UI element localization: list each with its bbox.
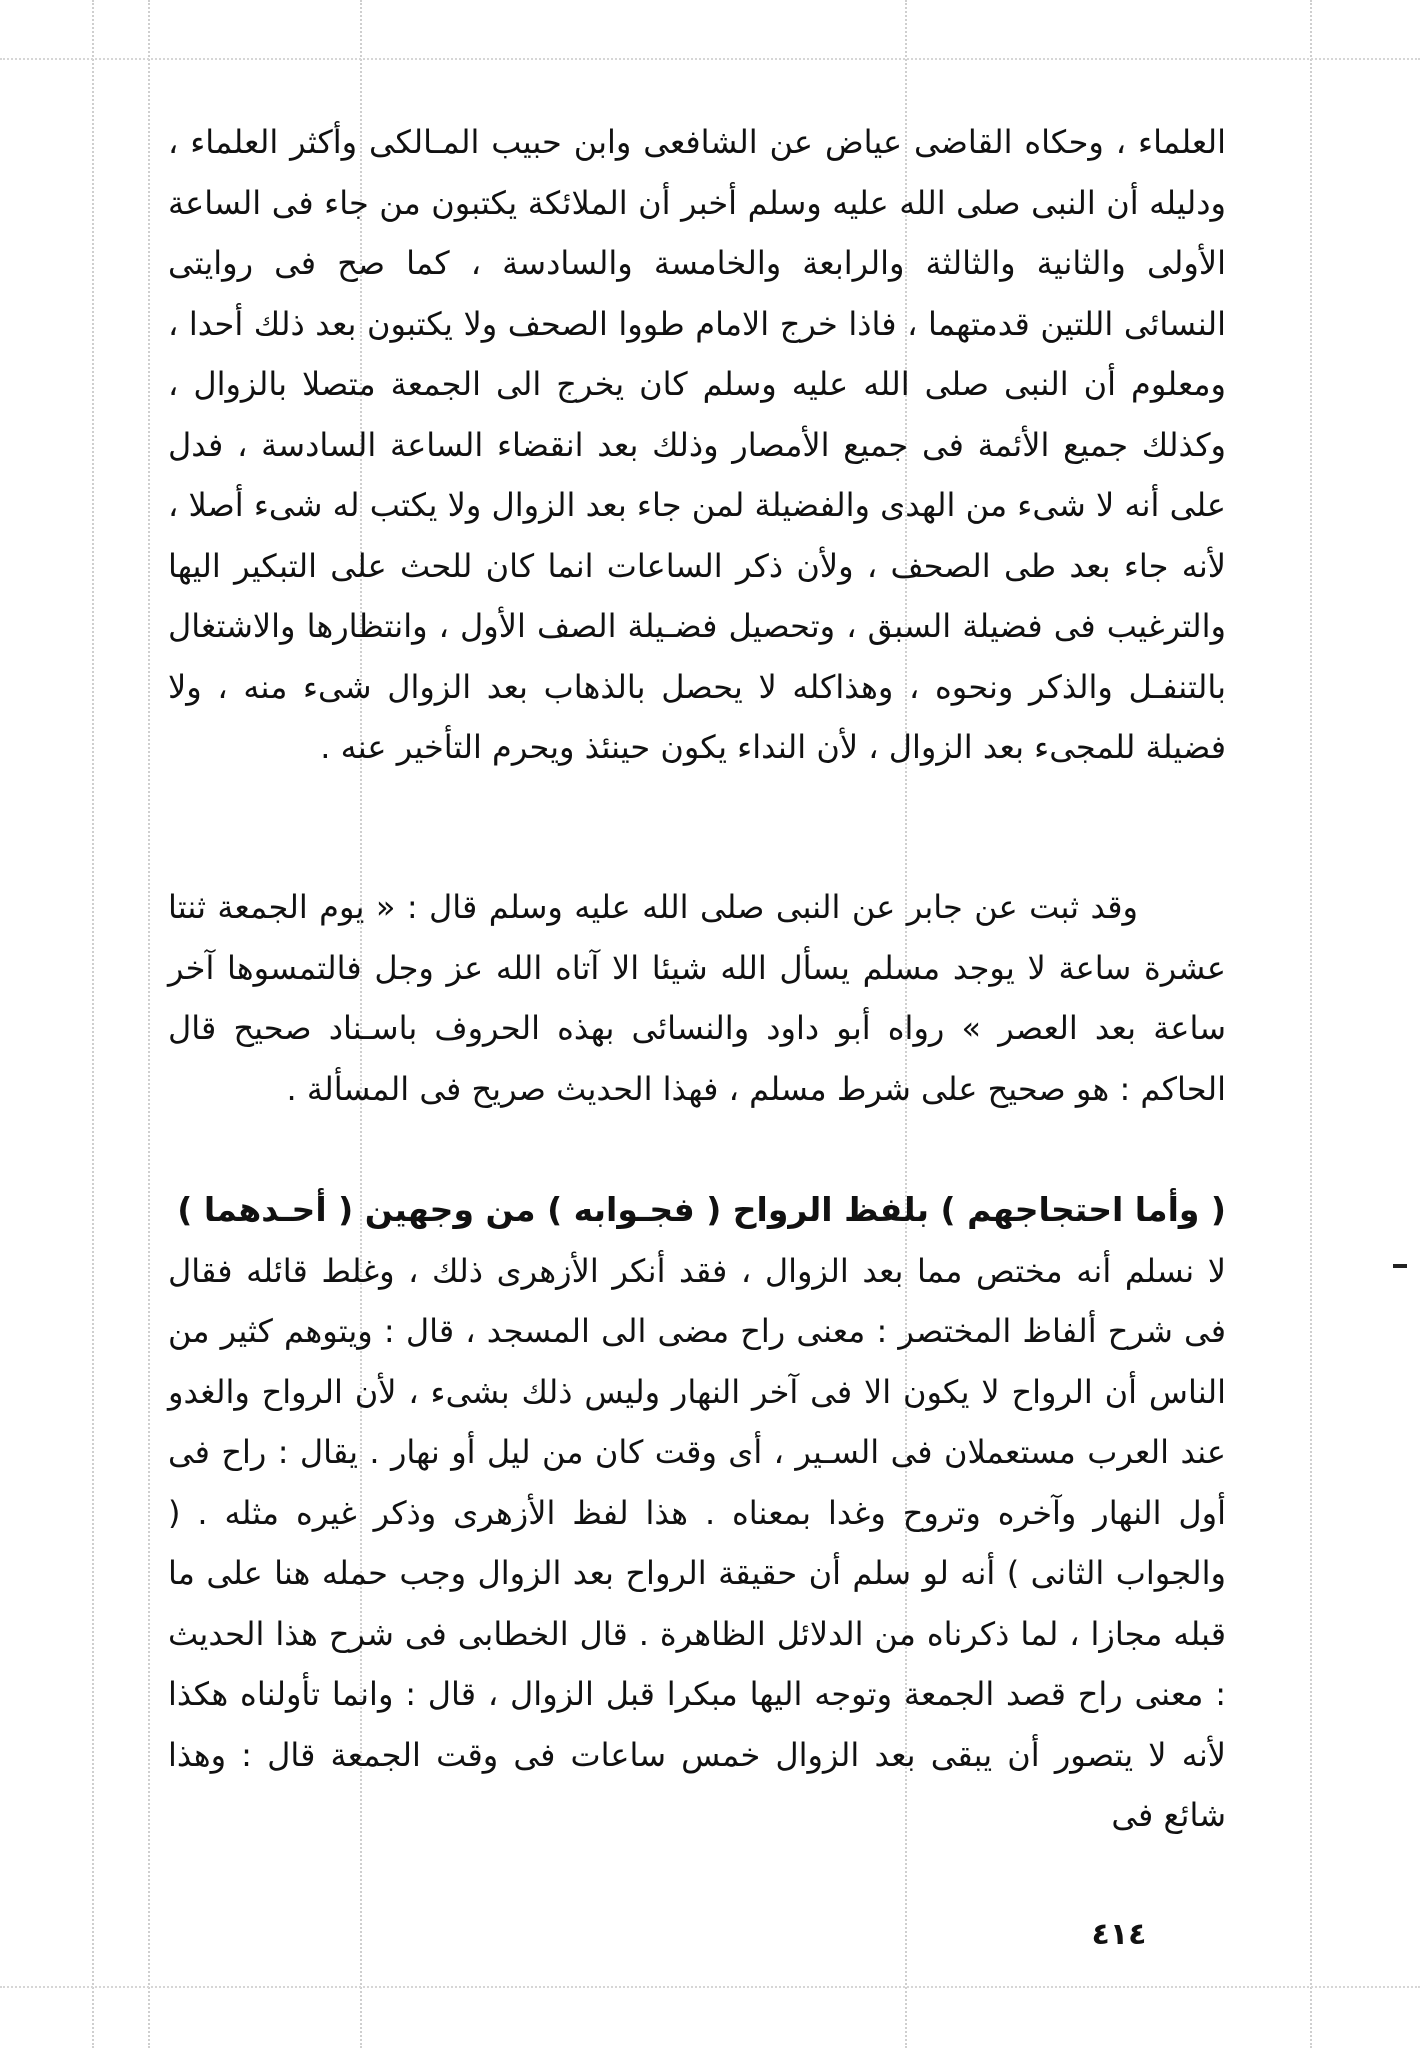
hadith-paragraph	[168, 877, 1226, 1119]
scan-guide-line	[1310, 0, 1312, 2048]
scan-guide-line	[148, 0, 150, 2048]
scan-guide-line	[0, 1986, 1420, 1988]
page-number: ٤١٤	[1091, 1917, 1147, 1952]
scan-guide-line	[92, 0, 94, 2048]
section-body: لا نسلم أنه مختص مما بعد الزوال ، فقد أنكر الأزهرى ذلك ، وغلط قائله فقال فى شرح ألفاظ المختصر : معنى راح مضى الى المسجد ، قال : ويتوهم كثير من الناس أن الرواح لا يكون الا فى آخر النهار وليس ذلك بشىء ، لأن الرواح والغدو عند العرب مستعملان فى السـير ، أى وقت كان من ليل أو نهار . يقال : راح فى أول النهار وآخره وتروح وغدا بمعناه . هذا لفظ الأزهرى وذكر غيره مثله . ( والجواب الثانى ) أنه لو سلم أن حقيقة الرواح بعد الزوال وجب حمله هنا على ما قبله مجازا ، لما ذكرناه من الدلائل الظاهرة . قال الخطابى فى شرح هذا الحديث : معنى راح قصد الجمعة وتوجه اليها مبكرا قبل الزوال ، قال : وانما تأولناه هكذا لأنه لا يتصور أن يبقى بعد الزوال خمس ساعات فى وقت الجمعة قال : وهذا شائع فى	[168, 1251, 1226, 1834]
scan-guide-line	[0, 58, 1420, 60]
body-paragraph	[168, 112, 1226, 778]
margin-mark	[1393, 1264, 1407, 1268]
section-block	[168, 1180, 1226, 1846]
paragraph-text: وقد ثبت عن جابر عن النبى صلى الله عليه وسلم قال : « يوم الجمعة ثنتا عشرة ساعة لا يوجد مسلم يسأل الله شيئا الا آتاه الله عز وجل فالتمسوها آخر ساعة بعد العصر » رواه أبو داود والنسائى بهذه الحروف باسـناد صحيح قال الحاكم : هو صحيح على شرط مسلم ، فهذا الحديث صريح فى المسألة .	[168, 888, 1226, 1108]
paragraph-text: العلماء ، وحكاه القاضى عياض عن الشافعى وابن حبيب المـالكى وأكثر العلماء ، ودليله أن النبى صلى الله عليه وسلم أخبر أن الملائكة يكتبون من جاء فى الساعة الأولى والثانية والثالثة والرابعة والخامسة والسادسة ، كما صح فى روايتى النسائى اللتين قدمتهما ، فاذا خرج الامام طووا الصحف ولا يكتبون بعد ذلك أحدا ، ومعلوم أن النبى صلى الله عليه وسلم كان يخرج الى الجمعة متصلا بالزوال ، وكذلك جميع الأئمة فى جميع الأمصار وذلك بعد انقضاء الساعة السادسة ، فدل على أنه لا شىء من الهدى والفضيلة لمن جاء بعد الزوال ولا يكتب له شىء أصلا ، لأنه جاء بعد طى الصحف ، ولأن ذكر الساعات انما كان للحث على التبكير اليها والترغيب فى فضيلة السبق ، وتحصيل فضـيلة الصف الأول ، وانتظارها والاشتغال بالتنفـل والذكر ونحوه ، وهذاكله لا يحصل بالذهاب بعد الزوال شىء منه ، ولا فضيلة للمجىء بعد الزوال ، لأن النداء يكون حينئذ ويحرم التأخير عنه .	[168, 123, 1226, 766]
section-heading: ( وأما احتجاجهم ) بلفظ الرواح ( فجـوابه ) من وجهين ( أحـدهما )	[177, 1190, 1226, 1229]
